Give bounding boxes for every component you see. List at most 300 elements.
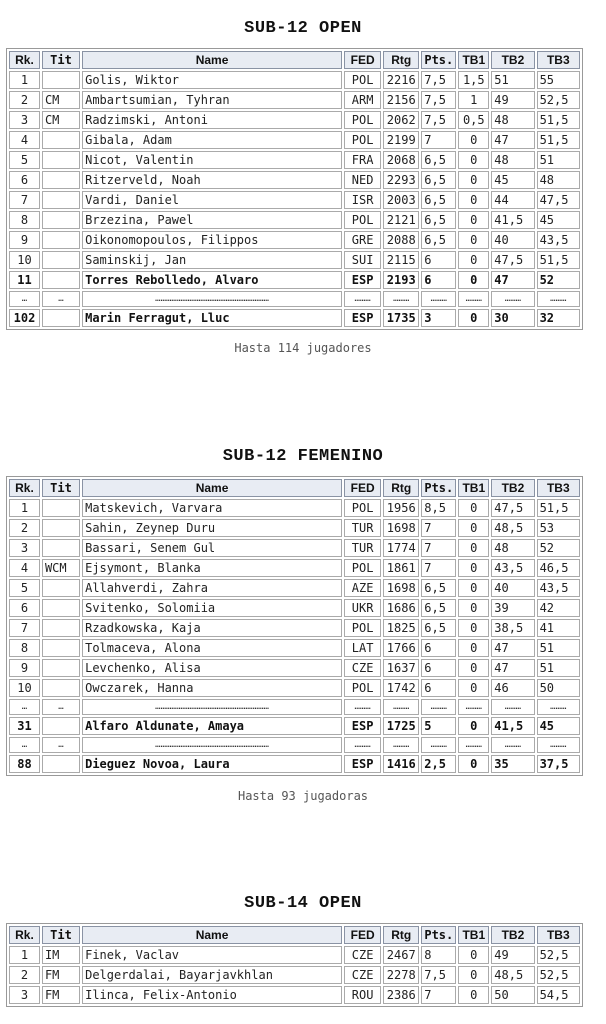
rank-cell: 31 [9,717,40,735]
name-cell: Allahverdi, Zahra [82,579,342,597]
title-cell [42,309,80,327]
federation-cell: AZE [344,579,381,597]
rank-cell: 2 [9,519,40,537]
title-cell [42,755,80,773]
title-cell: … [42,737,80,753]
rank-cell: … [9,291,40,307]
tb2-cell: 48 [491,111,534,129]
table-row [9,71,580,89]
rank-cell: 2 [9,966,40,984]
table-row [9,499,580,517]
federation-cell: ……… [344,291,381,307]
rank-cell: 5 [9,579,40,597]
rating-cell: 2115 [383,251,419,269]
tb3-cell: 54,5 [537,986,580,1004]
ellipsis-row [9,699,580,715]
points-cell: 3 [421,309,456,327]
tb3-cell: ……… [537,291,580,307]
name-cell: Matskevich, Varvara [82,499,342,517]
column-header-tb2: TB2 [491,51,534,69]
title-cell [42,679,80,697]
rating-cell: 1825 [383,619,419,637]
tb2-cell: 48 [491,539,534,557]
table-row [9,946,580,964]
points-cell: 7,5 [421,91,456,109]
column-header-title: Tit [42,479,80,497]
table-row [9,309,580,327]
tb3-cell: 51,5 [537,111,580,129]
tb1-cell: 0 [458,986,489,1004]
federation-cell: CZE [344,946,381,964]
federation-cell: ESP [344,755,381,773]
rank-cell: 88 [9,755,40,773]
players-note: Hasta 114 jugadores [234,341,372,355]
table-row [9,519,580,537]
tb3-cell: 46,5 [537,559,580,577]
title-cell [42,539,80,557]
tb1-cell: 1 [458,91,489,109]
rating-cell: 1725 [383,717,419,735]
ellipsis-row [9,737,580,753]
tb2-cell: 51 [491,71,534,89]
tb2-cell: 41,5 [491,211,534,229]
column-header-tb3: TB3 [537,479,580,497]
header-row [9,51,580,69]
points-cell: 7 [421,986,456,1004]
rating-cell: 1861 [383,559,419,577]
tb3-cell: 41 [537,619,580,637]
federation-cell: POL [344,211,381,229]
rating-cell: 1637 [383,659,419,677]
federation-cell: POL [344,131,381,149]
column-header-rank: Rk. [9,479,40,497]
tb2-cell: 49 [491,946,534,964]
table-row [9,717,580,735]
column-header-rating: Rtg [383,926,419,944]
table-row [9,755,580,773]
tb3-cell: 47,5 [537,191,580,209]
name-cell: Sahin, Zeynep Duru [82,519,342,537]
standings-table [6,476,583,776]
tb2-cell: 38,5 [491,619,534,637]
tb2-cell: 44 [491,191,534,209]
points-cell: 6,5 [421,171,456,189]
tb1-cell: ……… [458,699,489,715]
tb1-cell: 0 [458,251,489,269]
name-cell: Dieguez Novoa, Laura [82,755,342,773]
name-cell: Alfaro Aldunate, Amaya [82,717,342,735]
rating-cell: ……… [383,291,419,307]
tb1-cell: 0 [458,659,489,677]
column-header-tb2: TB2 [491,479,534,497]
tb1-cell: ……… [458,737,489,753]
name-cell: Golis, Wiktor [82,71,342,89]
title-cell [42,131,80,149]
column-header-tb2: TB2 [491,926,534,944]
points-cell: 5 [421,717,456,735]
table-row [9,539,580,557]
points-cell: 6 [421,659,456,677]
federation-cell: ……… [344,699,381,715]
column-header-federation: FED [344,479,381,497]
tb2-cell: 49 [491,91,534,109]
rating-cell: 1698 [383,519,419,537]
points-cell: 7,5 [421,71,456,89]
tb2-cell: 48 [491,151,534,169]
table-row [9,231,580,249]
name-cell: Radzimski, Antoni [82,111,342,129]
tb2-cell: 40 [491,579,534,597]
title-cell: CM [42,111,80,129]
federation-cell: TUR [344,539,381,557]
federation-cell: LAT [344,639,381,657]
rating-cell: 2068 [383,151,419,169]
rank-cell: 9 [9,231,40,249]
points-cell: 7,5 [421,966,456,984]
tb1-cell: 0 [458,717,489,735]
rank-cell: 4 [9,131,40,149]
tb2-cell: 47 [491,271,534,289]
title-cell [42,171,80,189]
points-cell: 6 [421,679,456,697]
points-cell: ……… [421,291,456,307]
rank-cell: 7 [9,619,40,637]
rating-cell: 2121 [383,211,419,229]
federation-cell: CZE [344,966,381,984]
rating-cell: 1766 [383,639,419,657]
rating-cell: 2156 [383,91,419,109]
points-cell: 6,5 [421,211,456,229]
points-cell: ……… [421,737,456,753]
header-row [9,926,580,944]
federation-cell: POL [344,71,381,89]
table-row [9,679,580,697]
column-header-rating: Rtg [383,479,419,497]
tb3-cell: 51,5 [537,251,580,269]
points-cell: 8 [421,946,456,964]
points-cell: 6,5 [421,579,456,597]
title-cell [42,71,80,89]
tb3-cell: 55 [537,71,580,89]
column-header-tb3: TB3 [537,51,580,69]
rank-cell: 10 [9,679,40,697]
table-row [9,211,580,229]
rating-cell: 2088 [383,231,419,249]
table-row [9,151,580,169]
tb1-cell: 0 [458,599,489,617]
federation-cell: ROU [344,986,381,1004]
tb1-cell: 0 [458,309,489,327]
tb2-cell: 47 [491,131,534,149]
points-cell: ……… [421,699,456,715]
points-cell: 6 [421,251,456,269]
title-cell: FM [42,986,80,1004]
title-cell [42,717,80,735]
column-header-name: Name [82,479,342,497]
tb1-cell: 0,5 [458,111,489,129]
table-row [9,579,580,597]
rank-cell: 4 [9,559,40,577]
name-cell: Marin Ferragut, Lluc [82,309,342,327]
rank-cell: 8 [9,639,40,657]
title-cell [42,211,80,229]
rank-cell: … [9,737,40,753]
header-row [9,479,580,497]
tb1-cell: 0 [458,559,489,577]
name-cell: Oikonomopoulos, Filippos [82,231,342,249]
rank-cell: 2 [9,91,40,109]
table-row [9,986,580,1004]
title-cell [42,271,80,289]
column-header-points: Pts. [421,479,456,497]
points-cell: 7 [421,131,456,149]
tb1-cell: 0 [458,131,489,149]
rating-cell: 2062 [383,111,419,129]
name-cell: Ambartsumian, Tyhran [82,91,342,109]
rank-cell: 1 [9,499,40,517]
rank-cell: 1 [9,946,40,964]
tb2-cell: 45 [491,171,534,189]
points-cell: 6,5 [421,151,456,169]
column-header-tb1: TB1 [458,926,489,944]
name-cell: Ejsymont, Blanka [82,559,342,577]
federation-cell: GRE [344,231,381,249]
tb3-cell: 52 [537,271,580,289]
federation-cell: SUI [344,251,381,269]
tb1-cell: 0 [458,151,489,169]
tb1-cell: ……… [458,291,489,307]
column-header-points: Pts. [421,926,456,944]
rank-cell: 5 [9,151,40,169]
tb3-cell: 51,5 [537,131,580,149]
points-cell: 7 [421,539,456,557]
federation-cell: NED [344,171,381,189]
tb2-cell: 30 [491,309,534,327]
tb2-cell: 47 [491,659,534,677]
federation-cell: ……… [344,737,381,753]
tb3-cell: 50 [537,679,580,697]
rank-cell: 3 [9,986,40,1004]
tb2-cell: 46 [491,679,534,697]
tb3-cell: 43,5 [537,579,580,597]
federation-cell: CZE [344,659,381,677]
rating-cell: 1735 [383,309,419,327]
name-cell: Svitenko, Solomiia [82,599,342,617]
tb3-cell: 45 [537,717,580,735]
column-header-rank: Rk. [9,926,40,944]
tb1-cell: 0 [458,579,489,597]
rank-cell: 11 [9,271,40,289]
tb3-cell: ……… [537,737,580,753]
column-header-title: Tit [42,51,80,69]
federation-cell: POL [344,559,381,577]
tb1-cell: 0 [458,679,489,697]
rating-cell: 2199 [383,131,419,149]
section-title: SUB-12 FEMENINO [222,447,384,466]
points-cell: 7 [421,559,456,577]
tb2-cell: ……… [491,291,534,307]
tb2-cell: 35 [491,755,534,773]
standings-table [6,923,583,1007]
title-cell [42,619,80,637]
federation-cell: ESP [344,717,381,735]
column-header-rating: Rtg [383,51,419,69]
rating-cell: 2003 [383,191,419,209]
name-cell: Finek, Vaclav [82,946,342,964]
rating-cell: ……… [383,737,419,753]
title-cell: … [42,699,80,715]
column-header-name: Name [82,51,342,69]
name-cell: ……………………………………………………… [82,699,342,715]
title-cell: CM [42,91,80,109]
tb1-cell: 0 [458,499,489,517]
federation-cell: POL [344,111,381,129]
tb3-cell: 52,5 [537,91,580,109]
tb3-cell: 37,5 [537,755,580,773]
section-title: SUB-12 OPEN [244,19,362,38]
rank-cell: 1 [9,71,40,89]
federation-cell: POL [344,499,381,517]
name-cell: Bassari, Senem Gul [82,539,342,557]
points-cell: 2,5 [421,755,456,773]
federation-cell: POL [344,679,381,697]
tb3-cell: 52,5 [537,966,580,984]
federation-cell: UKR [344,599,381,617]
tb2-cell: 50 [491,986,534,1004]
points-cell: 6,5 [421,191,456,209]
name-cell: Nicot, Valentin [82,151,342,169]
points-cell: 6 [421,271,456,289]
rating-cell: 1416 [383,755,419,773]
table-row [9,659,580,677]
title-cell: … [42,291,80,307]
column-header-tb3: TB3 [537,926,580,944]
table-row [9,599,580,617]
column-header-title: Tit [42,926,80,944]
title-cell: FM [42,966,80,984]
tb1-cell: 0 [458,946,489,964]
table-row [9,91,580,109]
name-cell: Torres Rebolledo, Alvaro [82,271,342,289]
column-header-tb1: TB1 [458,51,489,69]
name-cell: ……………………………………………………… [82,291,342,307]
title-cell [42,251,80,269]
tb2-cell: 40 [491,231,534,249]
rank-cell: 102 [9,309,40,327]
ellipsis-row [9,291,580,307]
name-cell: Tolmaceva, Alona [82,639,342,657]
rating-cell: 2216 [383,71,419,89]
rank-cell: 3 [9,111,40,129]
title-cell [42,659,80,677]
rank-cell: 10 [9,251,40,269]
tb2-cell: 48,5 [491,966,534,984]
name-cell: Ilinca, Felix-Antonio [82,986,342,1004]
tb3-cell: 51,5 [537,499,580,517]
tb2-cell: 47,5 [491,499,534,517]
tb2-cell: 47,5 [491,251,534,269]
tb3-cell: 52,5 [537,946,580,964]
title-cell [42,231,80,249]
name-cell: Owczarek, Hanna [82,679,342,697]
title-cell [42,191,80,209]
column-header-rank: Rk. [9,51,40,69]
rank-cell: 3 [9,539,40,557]
rating-cell: 2467 [383,946,419,964]
rating-cell: 2193 [383,271,419,289]
federation-cell: ISR [344,191,381,209]
tb3-cell: 52 [537,539,580,557]
rating-cell: 1774 [383,539,419,557]
tb3-cell: 43,5 [537,231,580,249]
table-row [9,251,580,269]
points-cell: 8,5 [421,499,456,517]
title-cell [42,519,80,537]
federation-cell: TUR [344,519,381,537]
federation-cell: POL [344,619,381,637]
tb3-cell: 32 [537,309,580,327]
name-cell: ……………………………………………………… [82,737,342,753]
table-row [9,271,580,289]
rating-cell: 1742 [383,679,419,697]
tb1-cell: 0 [458,271,489,289]
tb1-cell: 0 [458,191,489,209]
title-cell [42,151,80,169]
tb2-cell: 48,5 [491,519,534,537]
name-cell: Delgerdalai, Bayarjavkhlan [82,966,342,984]
title-cell [42,499,80,517]
tb1-cell: 0 [458,231,489,249]
tb1-cell: 0 [458,619,489,637]
tb1-cell: 0 [458,171,489,189]
tb2-cell: 41,5 [491,717,534,735]
rank-cell: 6 [9,171,40,189]
tb2-cell: 47 [491,639,534,657]
name-cell: Brzezina, Pawel [82,211,342,229]
rank-cell: 9 [9,659,40,677]
table-row [9,171,580,189]
rating-cell: 2386 [383,986,419,1004]
tb1-cell: 1,5 [458,71,489,89]
title-cell [42,579,80,597]
name-cell: Levchenko, Alisa [82,659,342,677]
table-row [9,191,580,209]
title-cell [42,599,80,617]
table-row [9,619,580,637]
section-title: SUB-14 OPEN [244,894,362,913]
tb3-cell: 42 [537,599,580,617]
federation-cell: ESP [344,271,381,289]
name-cell: Vardi, Daniel [82,191,342,209]
column-header-federation: FED [344,51,381,69]
rating-cell: 1686 [383,599,419,617]
name-cell: Saminskij, Jan [82,251,342,269]
standings-table [6,48,583,330]
rank-cell: … [9,699,40,715]
rating-cell: ……… [383,699,419,715]
table-row [9,131,580,149]
points-cell: 6,5 [421,231,456,249]
tb1-cell: 0 [458,755,489,773]
tb2-cell: 43,5 [491,559,534,577]
name-cell: Rzadkowska, Kaja [82,619,342,637]
column-header-name: Name [82,926,342,944]
column-header-tb1: TB1 [458,479,489,497]
tb3-cell: 51 [537,151,580,169]
tb1-cell: 0 [458,639,489,657]
points-cell: 6,5 [421,619,456,637]
tb1-cell: 0 [458,211,489,229]
